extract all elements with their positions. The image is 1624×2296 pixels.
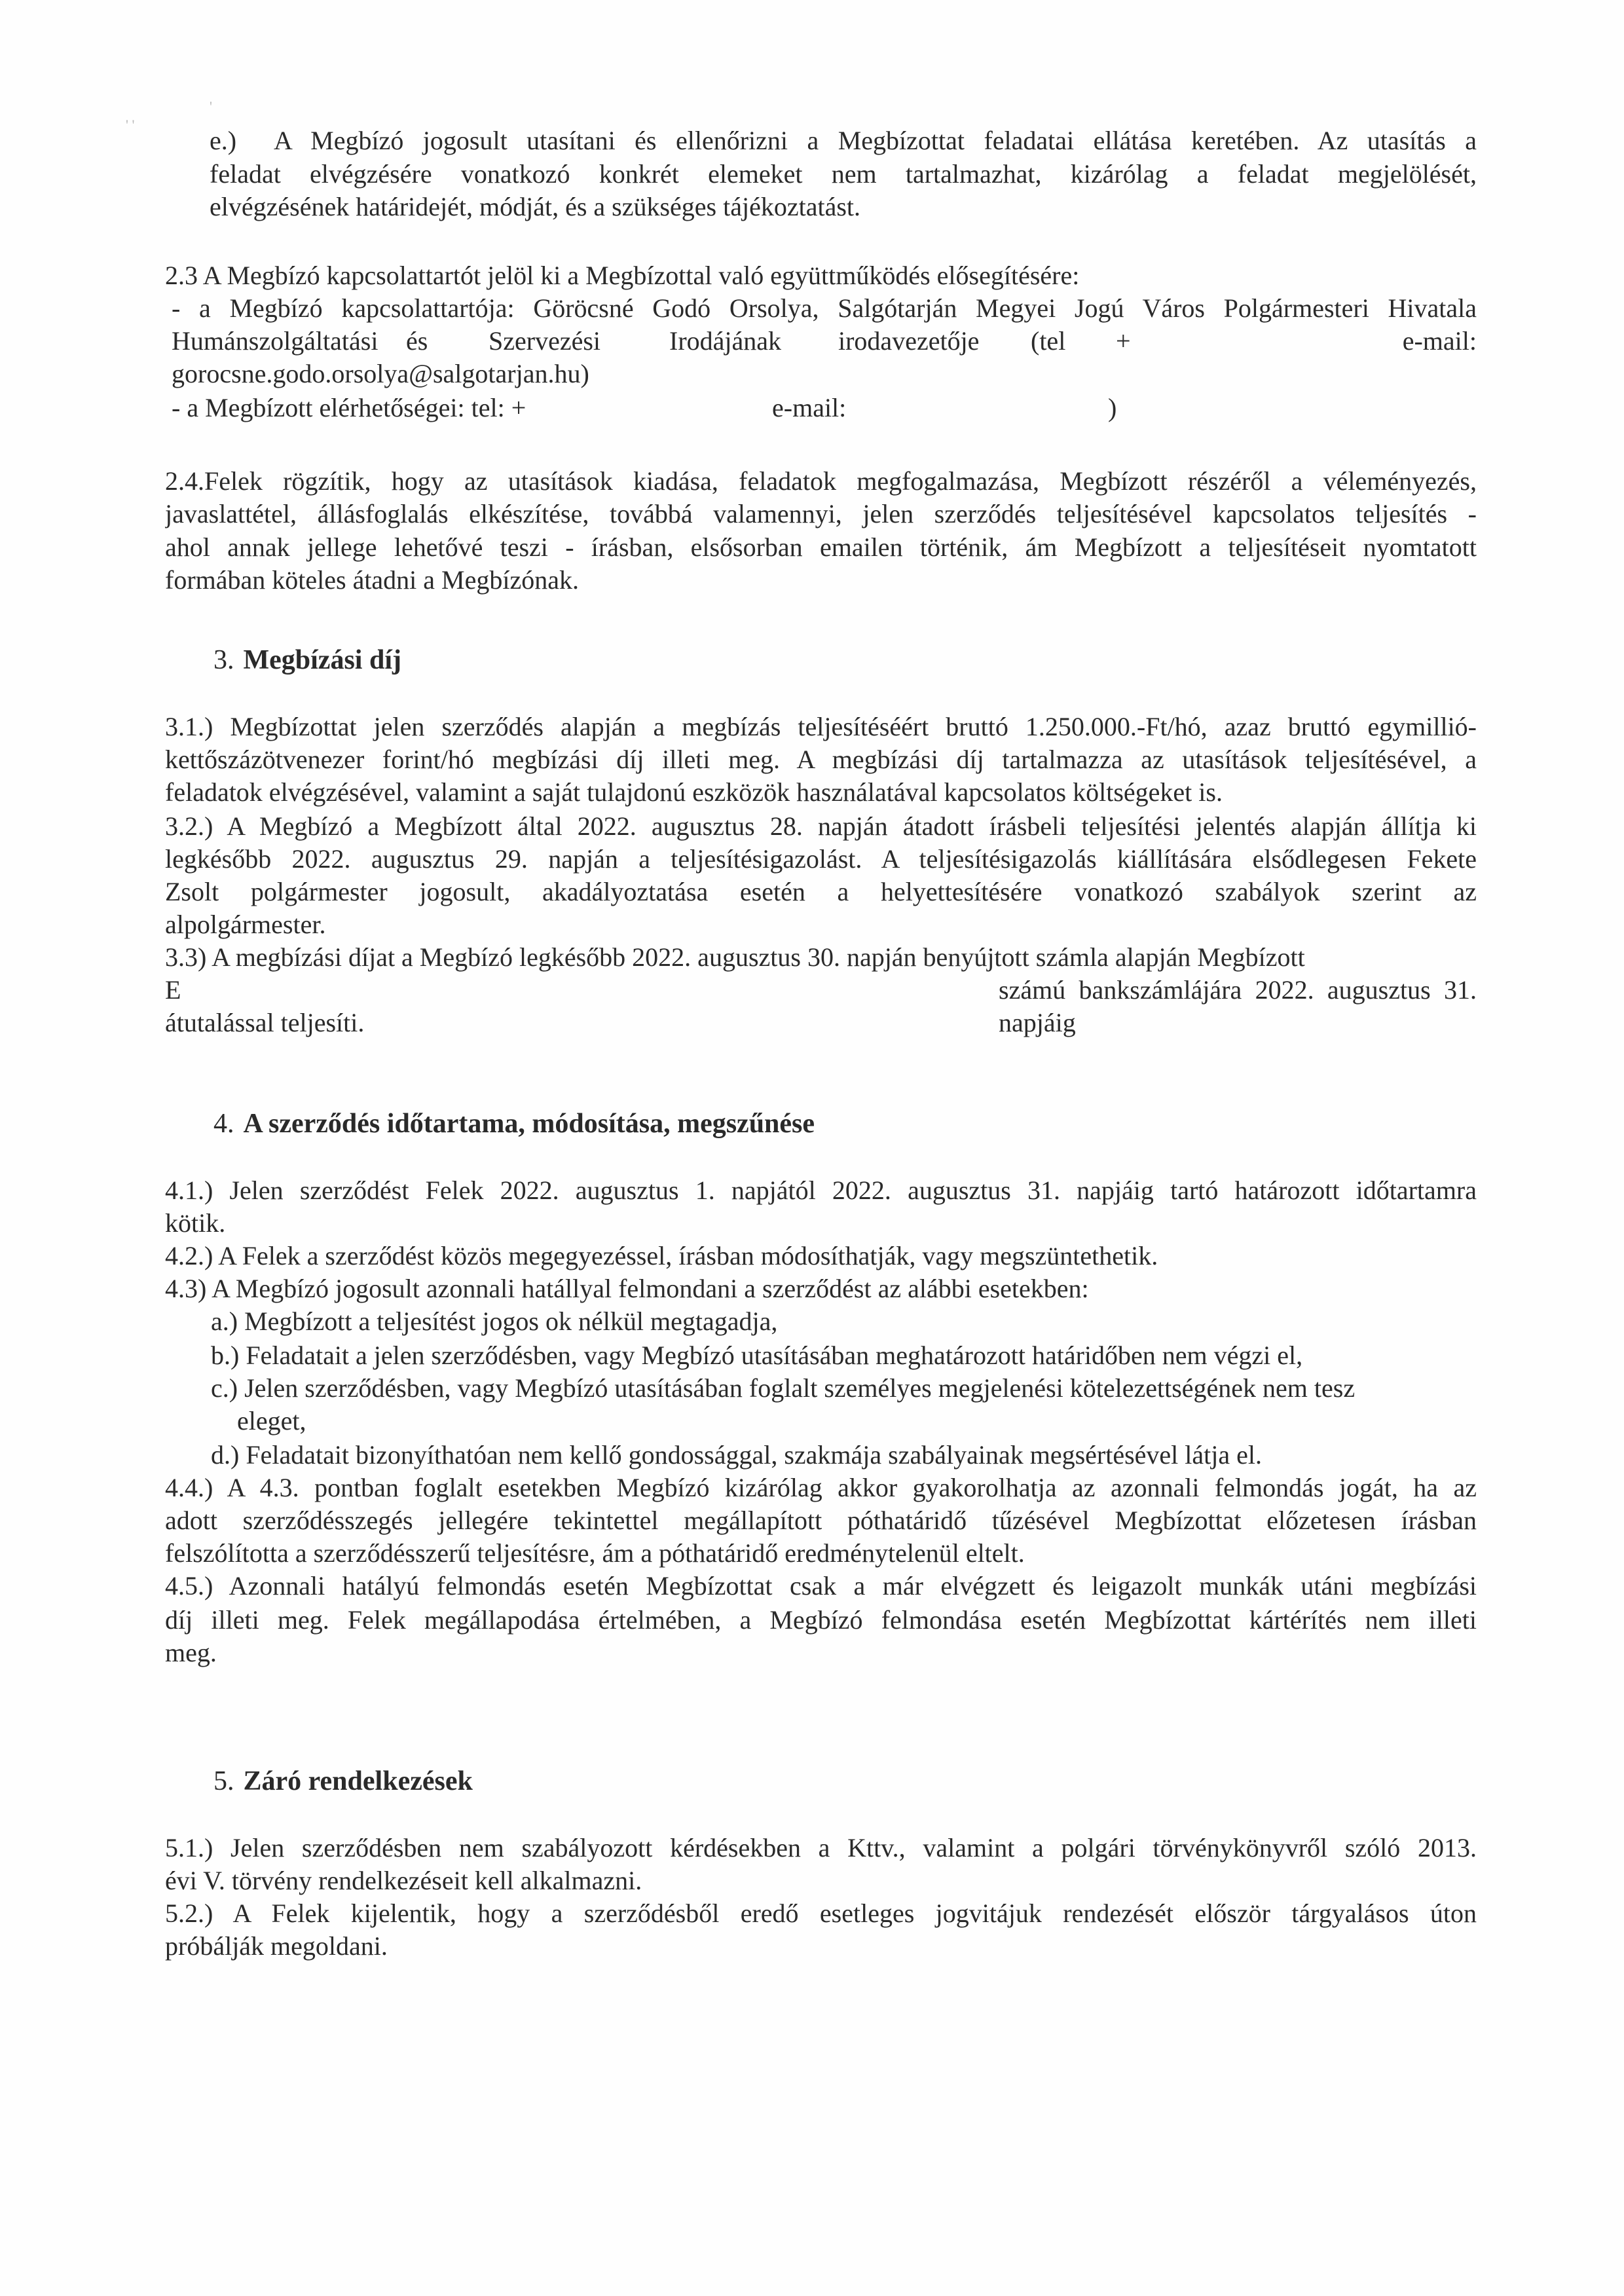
paragraph-line: alpolgármester.	[165, 910, 326, 939]
paragraph-line: 5.1.) Jelen szerződésben nem szabályozott kérdésekben a Kttv., valamint a polgári törvénykönyvről szóló 2013.	[165, 1833, 1477, 1862]
paragraph-4-2: 4.2.) A Felek a szerződést közös megegyezéssel, írásban módosíthatják, vagy megszüntethetik.	[165, 1241, 1158, 1270]
list-label: c.)	[211, 1373, 238, 1403]
paragraph-line: évi V. törvény rendelkezéseit kell alkalmazni.	[165, 1866, 642, 1895]
paragraph-line: 4.5.) Azonnali hatályú felmondás esetén Megbízottat csak a már elvégzett és leigazolt munkák utáni megbízási	[165, 1571, 1477, 1601]
word: (tel	[1031, 326, 1066, 356]
paragraph-line: javaslattétel, állásfoglalás elkészítése, továbbá valamennyi, jelen szerződés teljesítésével kapcsolatos teljesítés -	[165, 499, 1477, 528]
contact-megbizo-line: - a Megbízó kapcsolattartója: Göröcsné Godó Orsolya, Salgótarján Megyei Jogú Város Polgármesteri Hivatala	[172, 293, 1477, 323]
email-label: e-mail:	[1402, 326, 1477, 356]
word: és	[406, 326, 428, 356]
paragraph-line: feladatok elvégzésével, valamint a saját tulajdonú eszközök használatával kapcsolatos költségeket is.	[165, 777, 1223, 807]
list-item	[211, 1305, 1477, 1338]
paragraph-line: átutalással teljesíti.	[165, 1008, 365, 1037]
redacted-fragment: E	[165, 975, 181, 1005]
list-text: Feladatait a jelen szerződésben, vagy Megbízó utasításában meghatározott határidőben nem végzi el,	[246, 1341, 1303, 1370]
paragraph-line: 5.2.) A Felek kijelentik, hogy a szerződésből eredő esetleges jogvitájuk rendezését először tárgyalásos úton	[165, 1898, 1477, 1928]
section-title: Záró rendelkezések	[243, 1766, 473, 1796]
list-item	[211, 1339, 1477, 1372]
paragraph-line: 2.4.Felek rögzítik, hogy az utasítások kiadása, feladatok megfogalmazása, Megbízott részéről a véleményezés,	[165, 466, 1477, 496]
paragraph-line: legkésőbb 2022. augusztus 29. napján a teljesítésigazolást. A teljesítésigazolás kiállítására elsődlegesen Fekete	[165, 844, 1477, 874]
paragraph-line: 4.4.) A 4.3. pontban foglalt esetekben Megbízó kizárólag akkor gyakorolhatja az azonnali felmondás jogát, ha az	[165, 1473, 1477, 1502]
word: Irodájának	[669, 326, 782, 356]
paragraph-line: meg.	[165, 1638, 217, 1667]
paragraph-line: kettőszázötvenezer forint/hó megbízási díj illeti meg. A megbízási díj tartalmazza az utasítások teljesítésével, a	[165, 745, 1477, 774]
paragraph-line: ahol annak jellege lehetővé teszi - írásban, elsősorban emailen történik, ám Megbízott a teljesítéseit nyomtatott	[165, 532, 1477, 562]
word: Humánszolgáltatási	[172, 326, 378, 356]
phone-label: - a Megbízott elérhetőségei: tel: +	[172, 393, 526, 422]
word: Szervezési	[489, 326, 601, 356]
list-label: a.)	[211, 1306, 238, 1336]
section-heading-3	[213, 642, 401, 678]
paragraph-4-3: 4.3) A Megbízó jogosult azonnali hatállyal felmondani a szerződést az alábbi esetekben:	[165, 1274, 1089, 1303]
paragraph-line: A Megbízó jogosult utasítani és ellenőrizni a Megbízottat feladatai ellátása keretében. Az utasítás a	[274, 126, 1477, 155]
section-heading-5	[213, 1763, 473, 1800]
paragraph-line: 2.3 A Megbízó kapcsolattartót jelöl ki a Megbízottal való együttműködés elősegítésére:	[165, 261, 1080, 290]
paragraph-line: formában köteles átadni a Megbízónak.	[165, 565, 579, 595]
paragraph-line: Zsolt polgármester jogosult, akadályoztatása esetén a helyettesítésére vonatkozó szabályok szerint az	[165, 877, 1477, 906]
paragraph-line: elvégzésének határidejét, módját, és a szükséges tájékoztatást.	[210, 192, 861, 221]
email-address: gorocsne.godo.orsolya@salgotarjan.hu)	[172, 359, 589, 388]
paragraph-line: felszólította a szerződésszerű teljesítésre, ám a póthatáridő eredménytelenül eltelt.	[165, 1538, 1025, 1568]
word: irodavezetője	[838, 326, 980, 356]
paragraph-line: próbálják megoldani.	[165, 1931, 388, 1961]
list-item	[211, 1439, 1477, 1472]
paragraph-line: 3.2.) A Megbízó a Megbízott által 2022. augusztus 28. napján átadott írásbeli teljesítési jelentés alapján állítja ki	[165, 811, 1477, 841]
section-heading-4	[213, 1105, 815, 1142]
section-number: 5.	[213, 1766, 234, 1796]
paragraph-line: feladat elvégzésére vonatkozó konkrét elemeket nem tartalmazhat, kizárólag a feladat megjelölését,	[210, 159, 1477, 189]
scan-mark: ' '	[126, 117, 135, 133]
section-title: Megbízási díj	[243, 645, 401, 675]
list-item-continuation: eleget,	[237, 1406, 306, 1435]
list-label: b.)	[211, 1341, 240, 1370]
section-number: 4.	[213, 1109, 234, 1139]
list-item	[211, 1372, 1477, 1405]
list-label: e.)	[210, 126, 237, 155]
paragraph-line: 3.1.) Megbízottat jelen szerződés alapján a megbízás teljesítéséért bruttó 1.250.000.-Ft/hó, azaz bruttó egymillió-	[165, 712, 1477, 741]
contact-megbizo-line	[172, 325, 1477, 358]
paragraph-fragment: számú bankszámlájára 2022. augusztus 31. napjáig	[999, 975, 1477, 1037]
closing-paren: )	[1108, 393, 1117, 422]
paragraph-line: 3.3) A megbízási díjat a Megbízó legkésőbb 2022. augusztus 30. napján benyújtott számla alapján Megbízott	[165, 942, 1305, 972]
list-label: d.)	[211, 1440, 240, 1470]
section-title: A szerződés időtartama, módosítása, megszűnése	[243, 1109, 815, 1139]
redacted-phone: +	[1116, 326, 1131, 356]
contact-megbizott-line	[172, 392, 1477, 424]
email-label: e-mail:	[772, 393, 847, 422]
list-text: Feladatait bizonyíthatóan nem kellő gondossággal, szakmája szabályainak megsértésével látja el.	[246, 1440, 1263, 1470]
paragraph-line: díj illeti meg. Felek megállapodása értelmében, a Megbízó felmondása esetén Megbízottat kártérítés nem illeti	[165, 1605, 1477, 1635]
scan-mark: '	[210, 98, 212, 115]
paragraph-line: adott szerződésszegés jellegére tekintettel megállapított póthatáridő tűzésével Megbízottat előzetesen írásban	[165, 1506, 1477, 1535]
list-text: Megbízott a teljesítést jogos ok nélkül megtagadja,	[244, 1306, 778, 1336]
paragraph-line: kötik.	[165, 1208, 226, 1238]
list-text: Jelen szerződésben, vagy Megbízó utasításában foglalt személyes megjelenési kötelezettségének nem tesz	[244, 1373, 1356, 1403]
paragraph-line: 4.1.) Jelen szerződést Felek 2022. augusztus 1. napjától 2022. augusztus 31. napjáig tartó határozott időtartamra	[165, 1176, 1477, 1205]
section-number: 3.	[213, 645, 234, 675]
